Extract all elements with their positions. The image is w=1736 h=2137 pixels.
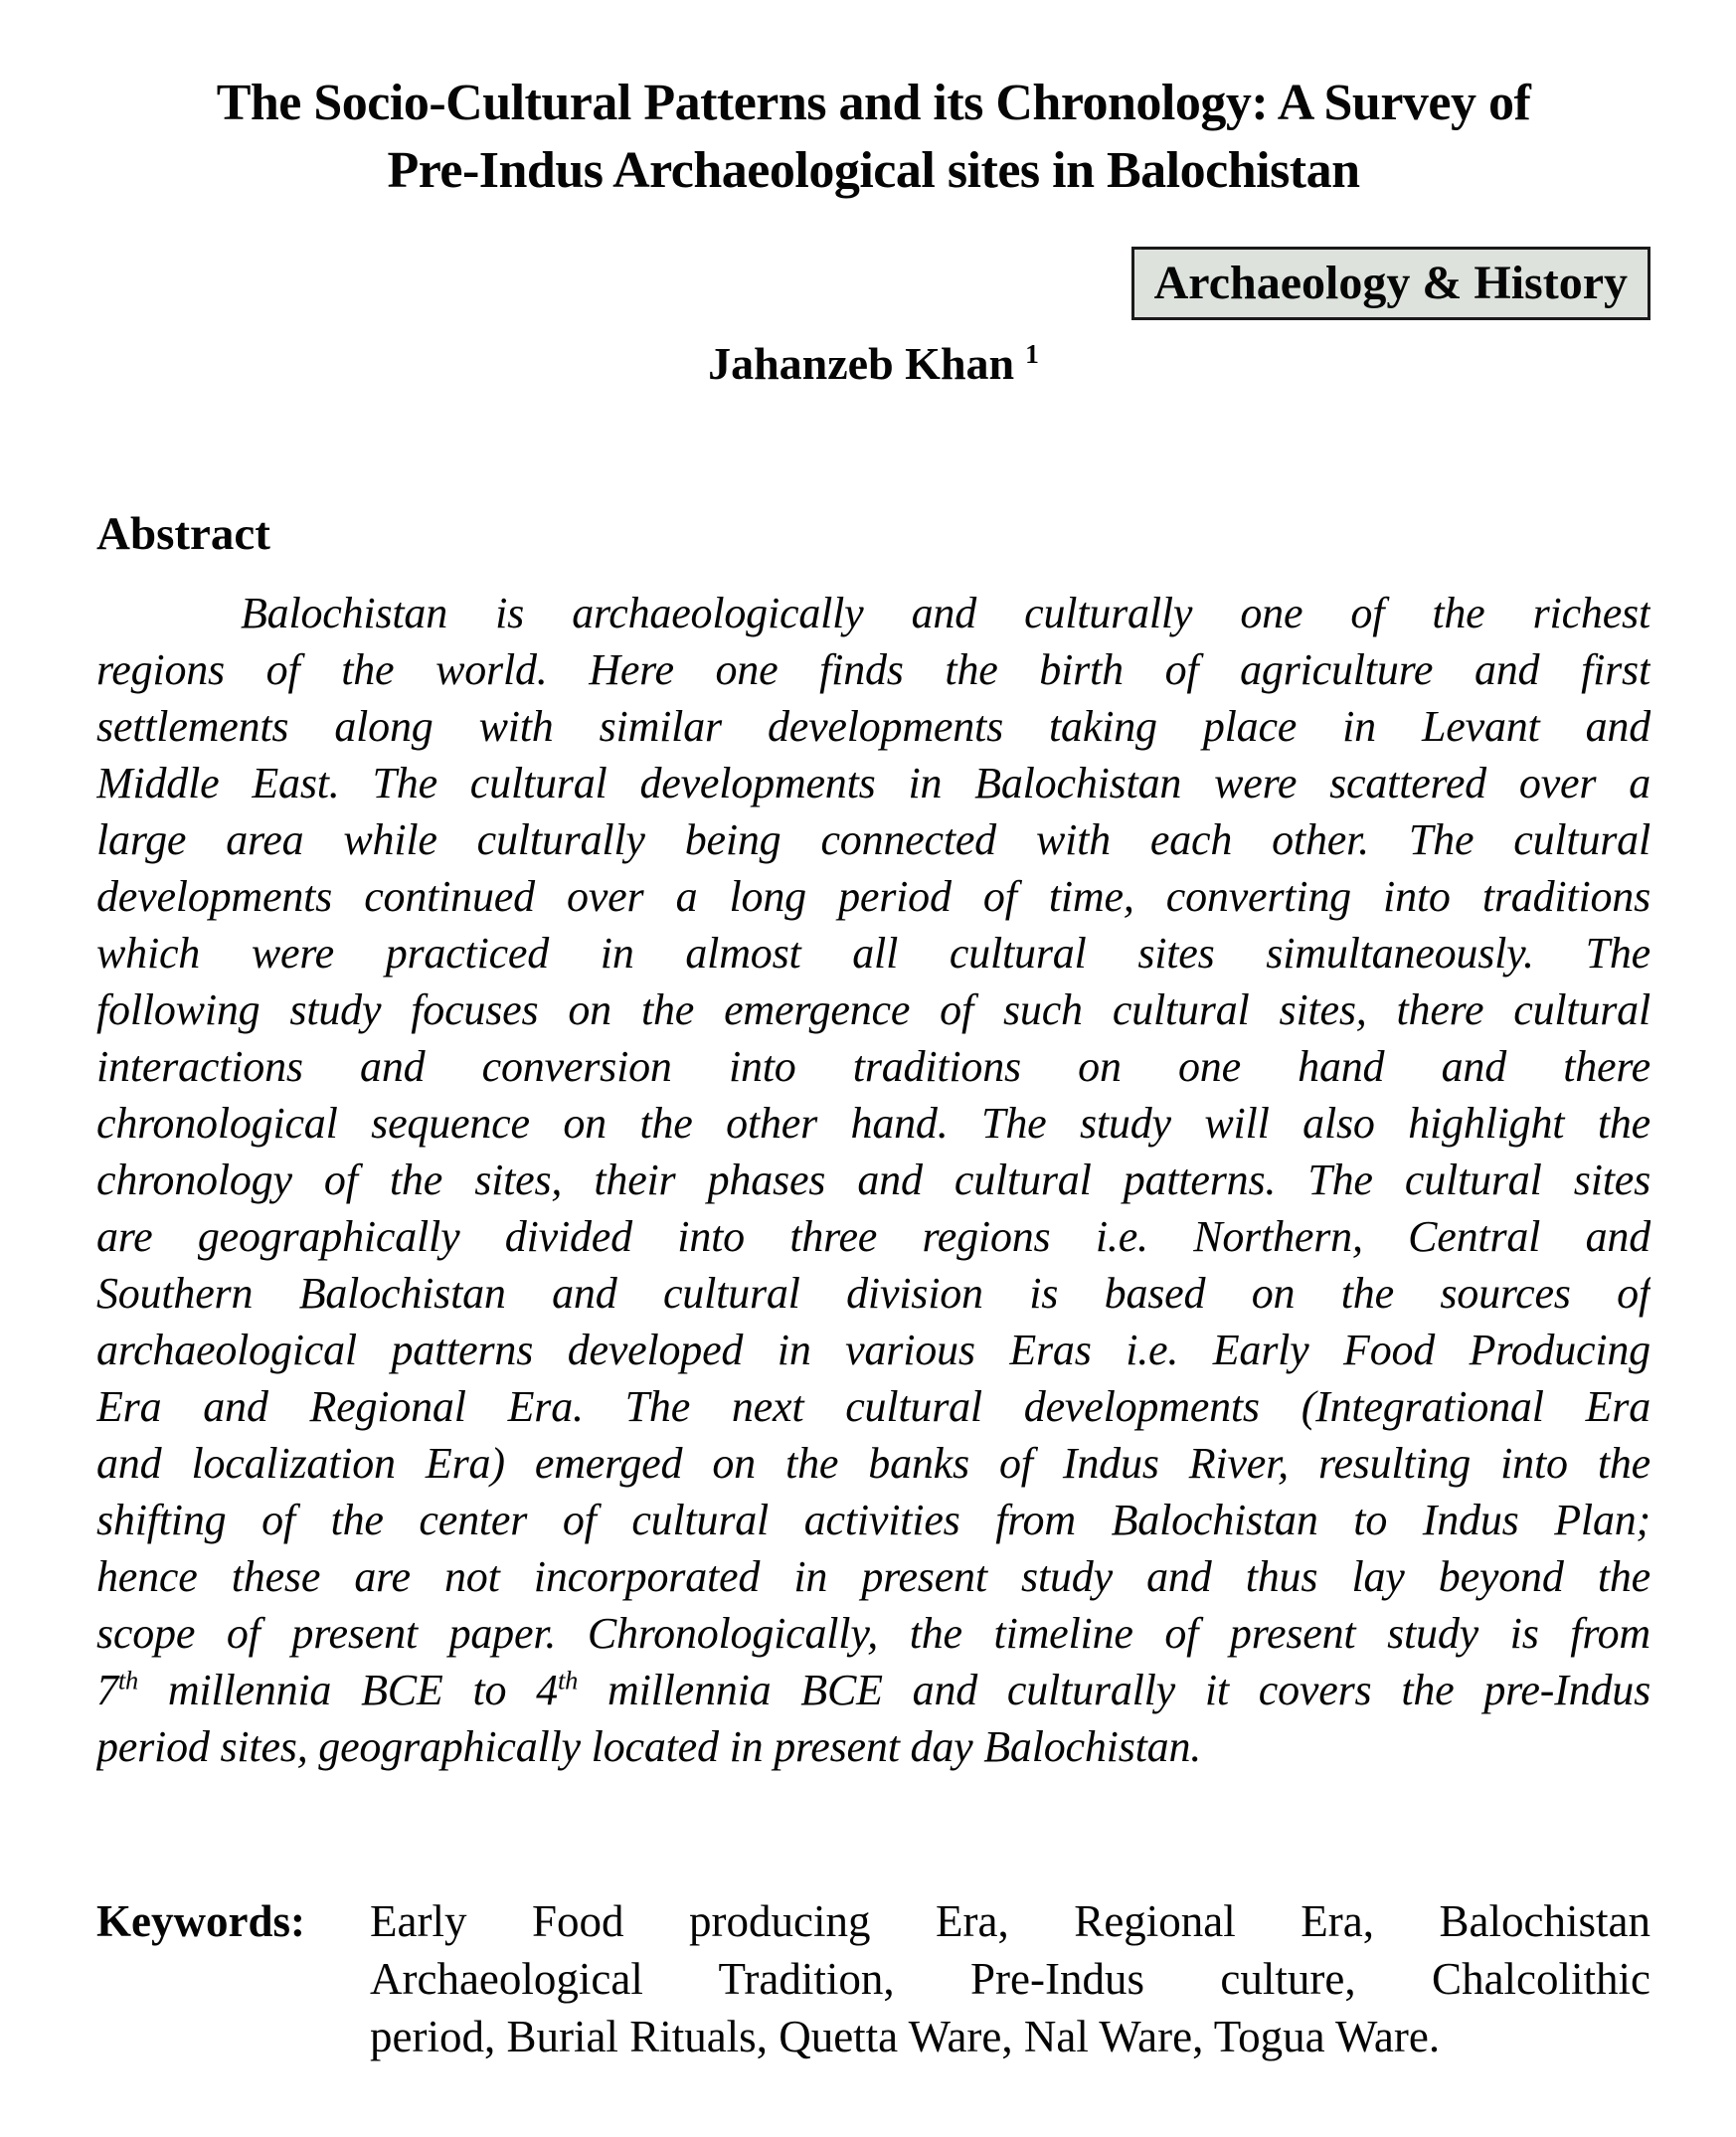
title-line-2: Pre-Indus Archaeological sites in Balochistan	[387, 142, 1360, 199]
text-line: regions of the world. Here one finds the birth of agriculture and first	[96, 645, 1650, 694]
text-line: hence these are not incorporated in present study and thus lay beyond the	[96, 1552, 1650, 1601]
text-line: period, Burial Rituals, Quetta Ware, Nal Ware, Togua Ware.	[370, 2012, 1441, 2061]
abstract-heading: Abstract	[96, 508, 270, 560]
text-line: following study focuses on the emergence of such cultural sites, there cultural	[96, 985, 1650, 1034]
text-line: scope of present paper. Chronologically, the timeline of present study is from	[96, 1609, 1650, 1658]
text-line: Archaeological Tradition, Pre-Indus culture, Chalcolithic	[370, 1954, 1650, 2004]
abstract-text	[96, 585, 1650, 1775]
text-line: Era and Regional Era. The next cultural developments (Integrational Era	[96, 1382, 1650, 1431]
text-line: settlements along with similar developments taking place in Levant and	[96, 702, 1650, 751]
superscript: th	[557, 1665, 579, 1695]
paper-title	[96, 70, 1650, 205]
keywords-label: Keywords:	[96, 1896, 305, 1946]
author-line	[96, 338, 1650, 390]
text-line: chronological sequence on the other hand. The study will also highlight the	[96, 1099, 1650, 1148]
keywords-section	[96, 1892, 1650, 2065]
badge-row	[96, 247, 1650, 320]
text-line: shifting of the center of cultural activities from Balochistan to Indus Plan;	[96, 1496, 1650, 1544]
text-line: Balochistan is archaeologically and culturally one of the richest	[241, 589, 1650, 637]
title-line-1: The Socio-Cultural Patterns and its Chronology: A Survey of	[216, 75, 1531, 131]
text-line: which were practiced in almost all cultural sites simultaneously. The	[96, 929, 1650, 978]
text-line: Middle East. The cultural developments in Balochistan were scattered over a	[96, 759, 1650, 807]
text-line: Southern Balochistan and cultural division is based on the sources of	[96, 1269, 1650, 1318]
text-line: Early Food producing Era, Regional Era, Balochistan	[370, 1896, 1650, 1946]
author-name: Jahanzeb Khan	[708, 338, 1015, 389]
superscript: th	[117, 1665, 138, 1695]
text-line: developments continued over a long period of time, converting into traditions	[96, 872, 1650, 921]
text-line: are geographically divided into three regions i.e. Northern, Central and	[96, 1212, 1650, 1261]
text-line: archaeological patterns developed in various Eras i.e. Early Food Producing	[96, 1326, 1650, 1374]
keywords-text	[370, 1892, 1650, 2065]
author-affiliation-superscript: 1	[1025, 337, 1039, 369]
text-line: large area while culturally being connected with each other. The cultural	[96, 815, 1650, 864]
text-line: period sites, geographically located in present day Balochistan.	[96, 1722, 1202, 1771]
text-line: chronology of the sites, their phases and cultural patterns. The cultural sites	[96, 1156, 1650, 1204]
text-line: and localization Era) emerged on the banks of Indus River, resulting into the	[96, 1439, 1650, 1488]
text-line: 7th millennia BCE to 4th millennia BCE and culturally it covers the pre-Indus	[96, 1665, 1650, 1714]
category-badge: Archaeology & History	[1131, 247, 1650, 320]
text-line: interactions and conversion into traditions on one hand and there	[96, 1042, 1650, 1091]
